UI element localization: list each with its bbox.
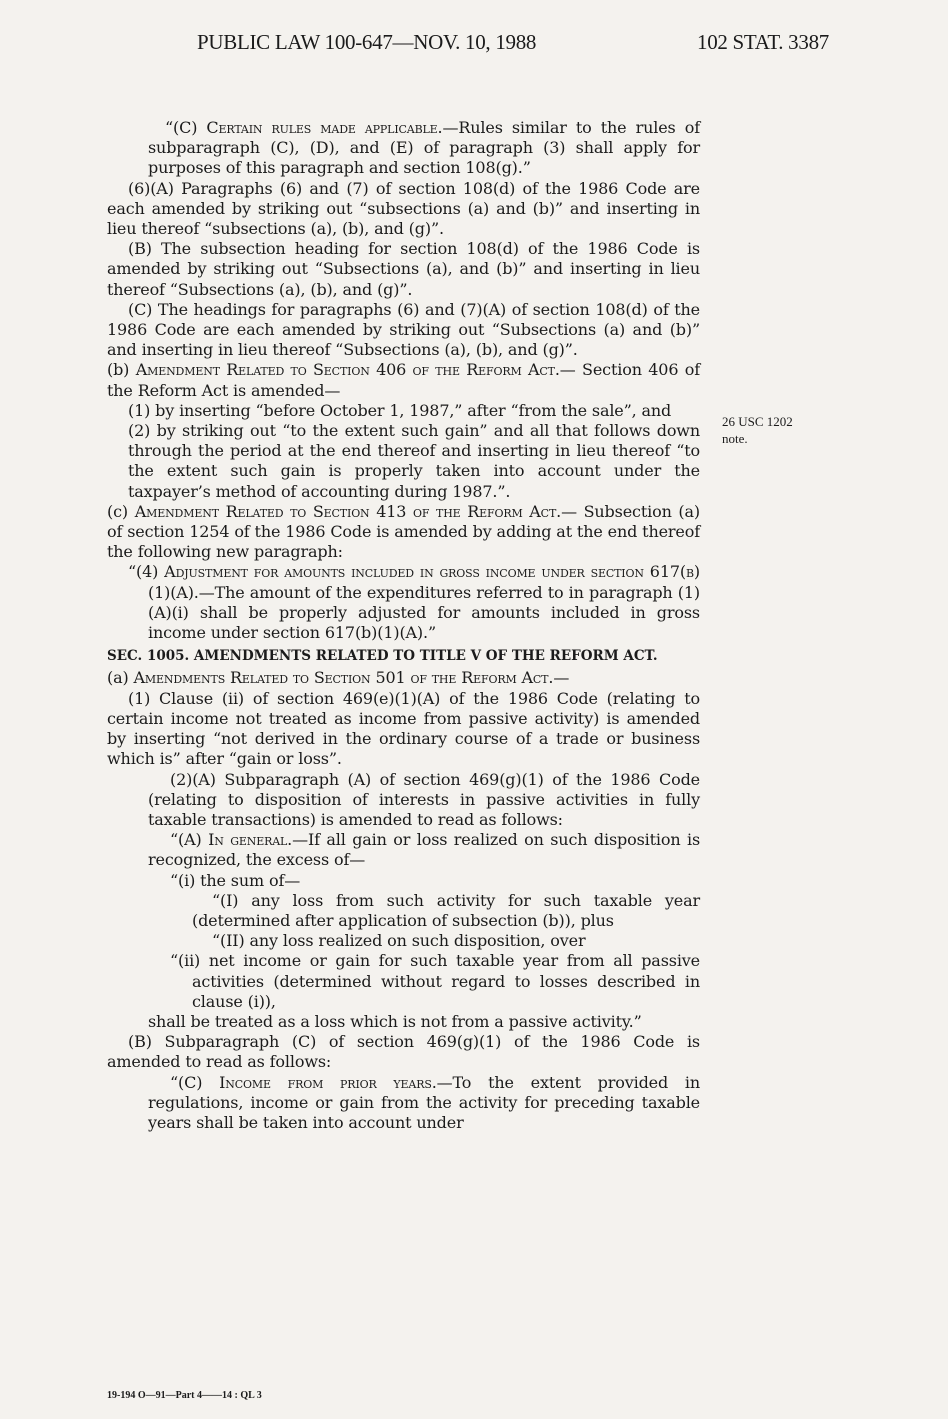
- paragraph-label: (c): [107, 501, 135, 521]
- paragraph-text: —The amount of the expenditures referred to in paragraph (1)(A)(i) shall be properly adjusted for amounts included in gross income under section 617(b)(1)(A).”: [148, 582, 700, 643]
- paragraph: “(i) the sum of—: [170, 870, 301, 890]
- paragraph-heading: “(C) Income from prior years.: [170, 1072, 437, 1092]
- paragraph: (1) Clause (ii) of section 469(e)(1)(A) of the 1986 Code (relating to certain income not treated as income from passive activity) is amended by inserting “not derived in the ordinary course of a trade or business which is” after “gain or loss”.: [107, 688, 700, 769]
- paragraph-heading: Amendments Related to Section 501 of the Reform Act.: [133, 668, 554, 688]
- paragraph-text: — Subsection (a) of section 1254 of the 1986 Code is amended by adding at the end thereof the following new paragraph:: [107, 501, 700, 562]
- paragraph-label: (a): [107, 668, 134, 688]
- paragraph: [107, 668, 700, 688]
- paragraph: (6)(A) Paragraphs (6) and (7) of section 108(d) of the 1986 Code are each amended by striking out “subsections (a) and (b)” and inserting in lieu thereof “subsections (a), (b), and (g)”.: [107, 178, 700, 239]
- statute-text: [107, 118, 700, 1133]
- running-header-title: PUBLIC LAW 100-647—NOV. 10, 1988: [197, 30, 537, 54]
- margin-note-label: note.: [722, 431, 748, 446]
- paragraph: (B) Subparagraph (C) of section 469(g)(1) of the 1986 Code is amended to read as follows:: [107, 1032, 700, 1072]
- paragraph-text: —If all gain or loss realized on such disposition is recognized, the excess of—: [148, 830, 701, 870]
- paragraph: [107, 502, 700, 563]
- margin-note: [722, 413, 793, 447]
- paragraph: (2)(A) Subparagraph (A) of section 469(g)(1) of the 1986 Code (relating to disposition of interests in passive activities in fully taxable transactions) is amended to read as follows:: [148, 769, 700, 829]
- paragraph-label: (b): [107, 360, 136, 380]
- paragraph: [148, 118, 700, 179]
- paragraph: (2) by striking out “to the extent such gain” and all that follows down through the period at the end thereof and inserting in lieu thereof “to the extent such gain is properly taken into account under the taxpayer’s method of accounting during 1987.”.: [128, 421, 700, 501]
- paragraph: (B) The subsection heading for section 108(d) of the 1986 Code is amended by striking out “Subsections (a), and (b)” and inserting in lieu thereof “Subsections (a), (b), and (g)”.: [107, 239, 700, 299]
- paragraph: (1) by inserting “before October 1, 1987,” after “from the sale”, and: [128, 400, 672, 420]
- paragraph-text: —: [553, 668, 570, 688]
- paragraph: shall be treated as a loss which is not from a passive activity.”: [148, 1011, 642, 1031]
- paragraph-text: —To the extent provided in regulations, income or gain from the activity for preceding taxable years shall be taken into account under: [148, 1072, 700, 1132]
- section-heading: SEC. 1005. AMENDMENTS RELATED TO TITLE V OF THE REFORM ACT.: [107, 648, 658, 665]
- paragraph-text: — Section 406 of the Reform Act is amended—: [107, 360, 701, 400]
- paragraph: “(II) any loss realized on such disposition, over: [212, 931, 586, 951]
- paragraph-heading: “(4) Adjustment for amounts included in gross income under section 617(b)(1)(A).: [128, 562, 700, 602]
- paragraph-heading: Amendment Related to Section 406 of the Reform Act.: [135, 360, 560, 380]
- page-number: 102 STAT. 3387: [697, 30, 829, 54]
- paragraph-heading: “(A) In general.: [170, 830, 293, 850]
- print-footer: 19-194 O—91—Part 4——14 : QL 3: [107, 1390, 262, 1401]
- margin-note-citation: 26 USC 1202: [722, 414, 793, 429]
- paragraph-heading: Amendment Related to Section 413 of the Reform Act.: [134, 501, 562, 521]
- paragraph-heading: “(C) Certain rules made applicable.: [165, 118, 443, 137]
- paragraph: [128, 562, 700, 643]
- paragraph: [148, 830, 700, 870]
- paragraph-text: —Rules similar to the rules of subparagraph (C), (D), and (E) of paragraph (3) shall apply for purposes of this paragraph and section 108(g).”: [148, 118, 700, 178]
- paragraph: [107, 360, 700, 400]
- paragraph: [148, 1073, 700, 1134]
- paragraph: “(ii) net income or gain for such taxable year from all passive activities (determined without regard to losses described in clause (i)),: [170, 951, 700, 1011]
- paragraph: “(I) any loss from such activity for such taxable year (determined after application of subsection (b)), plus: [192, 890, 700, 930]
- paragraph: (C) The headings for paragraphs (6) and (7)(A) of section 108(d) of the 1986 Code are each amended by striking out “Subsections (a) and (b)” and inserting in lieu thereof “Subsections (a), (b), and (g)”.: [107, 299, 700, 360]
